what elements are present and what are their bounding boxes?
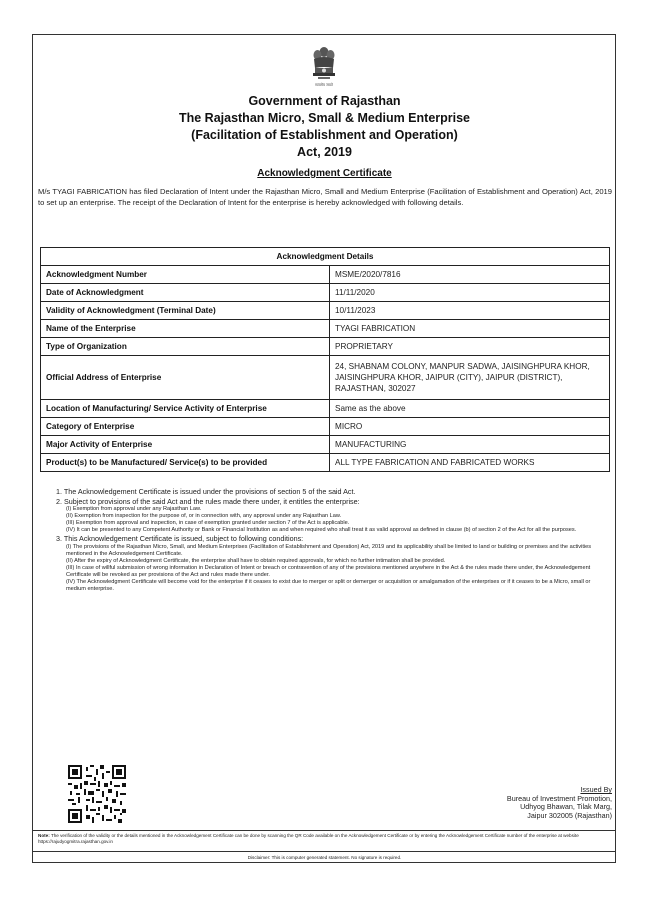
footer-divider xyxy=(33,851,615,852)
note-3-item: (III) In case of willful submission of wrong information in Declaration of Intent or breach or contravention of any of the provisions mentioned anywhere in the Act & the rules made there under, the Acknowledgement Certificate will be revoked as per provisions of the Act and rules made there under. xyxy=(66,564,591,578)
row-label: Date of Acknowledgment xyxy=(41,284,330,302)
header-government: Government of Rajasthan xyxy=(248,94,401,108)
row-label: Location of Manufacturing/ Service Activity of Enterprise xyxy=(41,400,330,418)
row-value: MICRO xyxy=(330,418,610,436)
table-row xyxy=(41,302,610,320)
note-2: 2. Subject to provisions of the said Act and the rules made there under, it entitles the enterprise: xyxy=(56,496,360,506)
row-value: 11/11/2020 xyxy=(330,284,610,302)
row-label: Acknowledgment Number xyxy=(41,266,330,284)
note-2-item: (II) Exemption from inspection for the purpose of, or in connection with, any approval under any Rajasthan Law. xyxy=(66,513,342,519)
table-row xyxy=(41,266,610,284)
disclaimer: Disclaimer: This is computer generated statement. No signature is required. xyxy=(247,855,402,860)
row-label: Name of the Enterprise xyxy=(41,320,330,338)
note-2-item: (III) Exemption from approval and inspection, in case of exemption granted under section 7 of the Act is applicable. xyxy=(66,520,350,526)
footer-divider xyxy=(33,830,615,831)
table-row xyxy=(41,400,610,418)
table-row xyxy=(41,356,610,400)
table-row xyxy=(41,454,610,472)
state-emblem-icon xyxy=(308,44,340,90)
note-1: 1. The Acknowledgement Certificate is issued under the provisions of section 5 of the said Act. xyxy=(56,487,356,496)
emblem-caption: सत्यमेव जयते xyxy=(315,83,333,87)
row-label: Category of Enterprise xyxy=(41,418,330,436)
row-label: Type of Organization xyxy=(41,338,330,356)
header-act-year: Act, 2019 xyxy=(297,145,352,159)
qr-code-icon xyxy=(68,765,126,823)
certificate-title: Acknowledgment Certificate xyxy=(257,168,392,179)
row-value: 10/11/2023 xyxy=(330,302,610,320)
row-value: ALL TYPE FABRICATION AND FABRICATED WORKS xyxy=(330,454,610,472)
note-label: Note: xyxy=(38,833,50,838)
row-value: 24, SHABNAM COLONY, MANPUR SADWA, JAISINGHPURA KHOR, JAISINGHPURA KHOR, JAIPUR (CITY), JAIPUR (DISTRICT), RAJASTHAN, 302027 xyxy=(330,356,610,400)
row-value: TYAGI FABRICATION xyxy=(330,320,610,338)
table-row xyxy=(41,320,610,338)
table-header-row xyxy=(41,248,610,266)
terms-notes xyxy=(56,487,604,593)
verification-note xyxy=(38,833,612,845)
issuer-line: Bureau of Investment Promotion, xyxy=(506,793,612,803)
note-3-item: (I) The provisions of the Rajasthan Micro, Small, and Medium Enterprises (Facilitation of Establishment and Operation) Act, 2019 and its applicability shall be limited to land or building or premises and the activities mentioned in the Acknowledgement Certificate. xyxy=(66,543,592,557)
intro-paragraph: M/s TYAGI FABRICATION has filed Declaration of Intent under the Rajasthan Micro, Small and Medium Enterprise (Facilitation of Establishment and Operation) Act, 2019 to set up an enterprise. The receipt of the Declaration of Intent for the enterprise is hereby acknowledged with following details. xyxy=(38,187,612,207)
row-label: Validity of Acknowledgment (Terminal Date) xyxy=(41,302,330,320)
note-text: The verification of the validity or the details mentioned in the Acknowledgement Certificate can be done by scanning the QR Code available on the Acknowledgement Certificate or by entering the Acknowledgement Certificate number of the enterprise at website https://rajudyogmitra.rajasthan.gov.in xyxy=(38,833,579,844)
header-act-subtitle: (Facilitation of Establishment and Operation) xyxy=(191,128,458,142)
table-row xyxy=(41,284,610,302)
header-act-name: The Rajasthan Micro, Small & Medium Enterprise xyxy=(178,111,471,125)
note-3-item: (IV) The Acknowledgment Certificate will become void for the enterprise if it ceases to exist due to merger or split or demerger or acquisition or amalgamation of the enterprises or if it ceases to be a Micro, small or medium enterprise. xyxy=(66,578,591,592)
table-row xyxy=(41,338,610,356)
row-value: MANUFACTURING xyxy=(330,436,610,454)
acknowledgment-details-table xyxy=(40,247,610,472)
row-label: Product(s) to be Manufactured/ Service(s) to be provided xyxy=(41,454,330,472)
row-label: Official Address of Enterprise xyxy=(41,356,330,400)
row-label: Major Activity of Enterprise xyxy=(41,436,330,454)
note-2-item: (I) Exemption from approval under any Rajasthan Law. xyxy=(66,506,202,512)
issuer-line: Udhyog Bhawan, Tilak Marg, xyxy=(520,802,612,812)
table-row xyxy=(41,418,610,436)
row-value: PROPRIETARY xyxy=(330,338,610,356)
issued-by-label: Issued By xyxy=(580,785,612,794)
row-value: MSME/2020/7816 xyxy=(330,266,610,284)
row-value: Same as the above xyxy=(330,400,610,418)
note-2-item: (IV) It can be presented to any Competent Authority or Bank or Financial Institution as and when required who shall treat it as valid approval as defined in clause (b) of section 2 of the Act for all the purposes. xyxy=(66,527,577,533)
issuer-line: Jaipur 302005 (Rajasthan) xyxy=(527,810,612,820)
issued-by-block xyxy=(507,786,612,820)
table-row xyxy=(41,436,610,454)
note-3: 3. This Acknowledgement Certificate is issued, subject to following conditions: xyxy=(56,534,304,543)
table-heading: Acknowledgment Details xyxy=(41,248,610,266)
note-3-item: (II) After the expiry of Acknowledgment Certificate, the enterprise shall have to obtain required approvals, for which no further intimation shall be provided. xyxy=(66,557,446,564)
